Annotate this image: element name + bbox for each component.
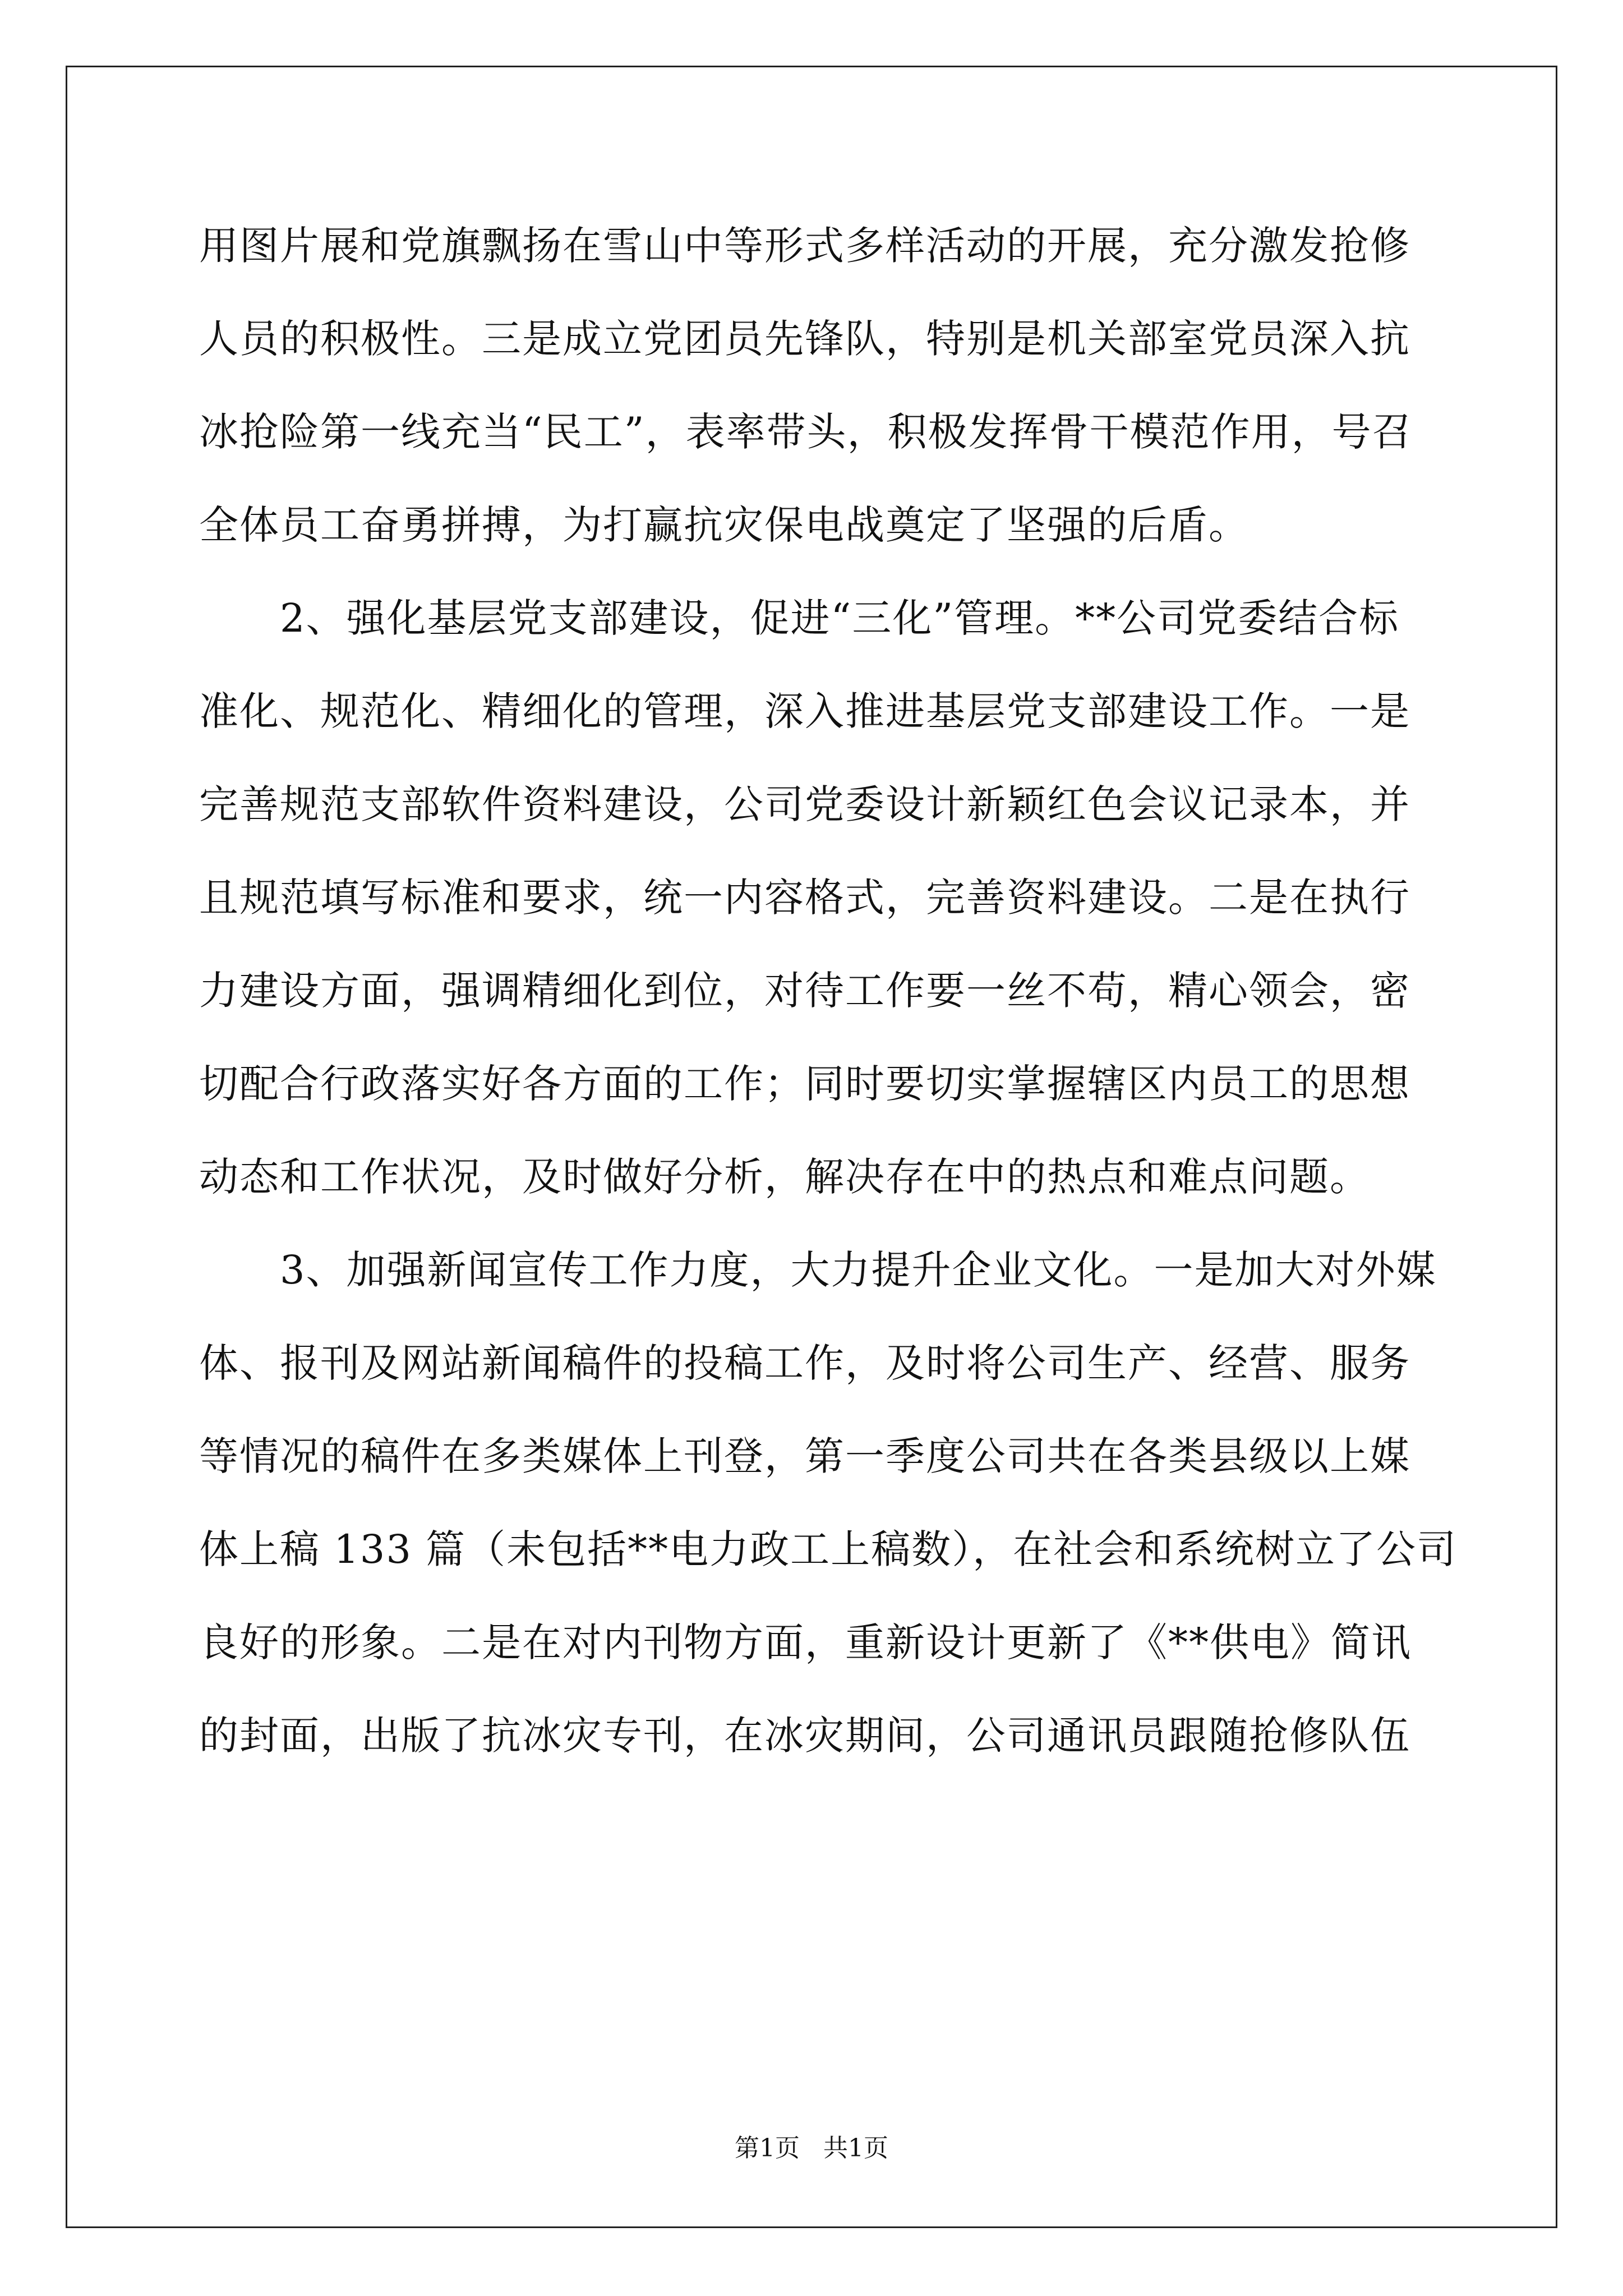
text-line: 全体员工奋勇拼搏，为打赢抗灾保电战奠定了坚强的后盾。	[199, 502, 1249, 548]
document-body	[199, 199, 1458, 1782]
text-line: 准化、规范化、精细化的管理，深入推进基层党支部建设工作。一是	[199, 688, 1410, 734]
page-footer: 第1页 共1页	[735, 2134, 888, 2162]
text-line: 且规范填写标准和要求，统一内容格式，完善资料建设。二是在执行	[199, 875, 1410, 921]
text-line: 3、加强新闻宣传工作力度，大力提升企业文化。一是加大对外媒	[199, 1247, 1437, 1293]
text-line: 切配合行政落实好各方面的工作；同时要切实掌握辖区内员工的思想	[199, 1061, 1410, 1107]
text-line: 力建设方面，强调精细化到位，对待工作要一丝不苟，精心领会，密	[199, 968, 1410, 1014]
text-line: 的封面，出版了抗冰灾专刊，在冰灾期间，公司通讯员跟随抢修队伍	[199, 1713, 1410, 1759]
text-line: 良好的形象。二是在对内刊物方面，重新设计更新了《**供电》简讯	[199, 1619, 1412, 1665]
text-line: 等情况的稿件在多类媒体上刊登，第一季度公司共在各类县级以上媒	[199, 1433, 1410, 1479]
text-line: 完善规范支部软件资料建设，公司党委设计新颖红色会议记录本，并	[199, 781, 1410, 827]
text-line: 冰抢险第一线充当“民工”，表率带头，积极发挥骨干模范作用，号召	[199, 409, 1413, 455]
text-line: 用图片展和党旗飘扬在雪山中等形式多样活动的开展，充分激发抢修	[199, 223, 1410, 269]
text-line: 2、强化基层党支部建设，促进“三化”管理。**公司党委结合标	[199, 595, 1400, 641]
text-line: 体上稿 133 篇（未包括**电力政工上稿数），在社会和系统树立了公司	[199, 1526, 1458, 1572]
text-line: 人员的积极性。三是成立党团员先锋队，特别是机关部室党员深入抗	[199, 316, 1410, 362]
text-line: 体、报刊及网站新闻稿件的投稿工作，及时将公司生产、经营、服务	[199, 1340, 1410, 1386]
text-line: 动态和工作状况，及时做好分析，解决存在中的热点和难点问题。	[199, 1154, 1370, 1200]
